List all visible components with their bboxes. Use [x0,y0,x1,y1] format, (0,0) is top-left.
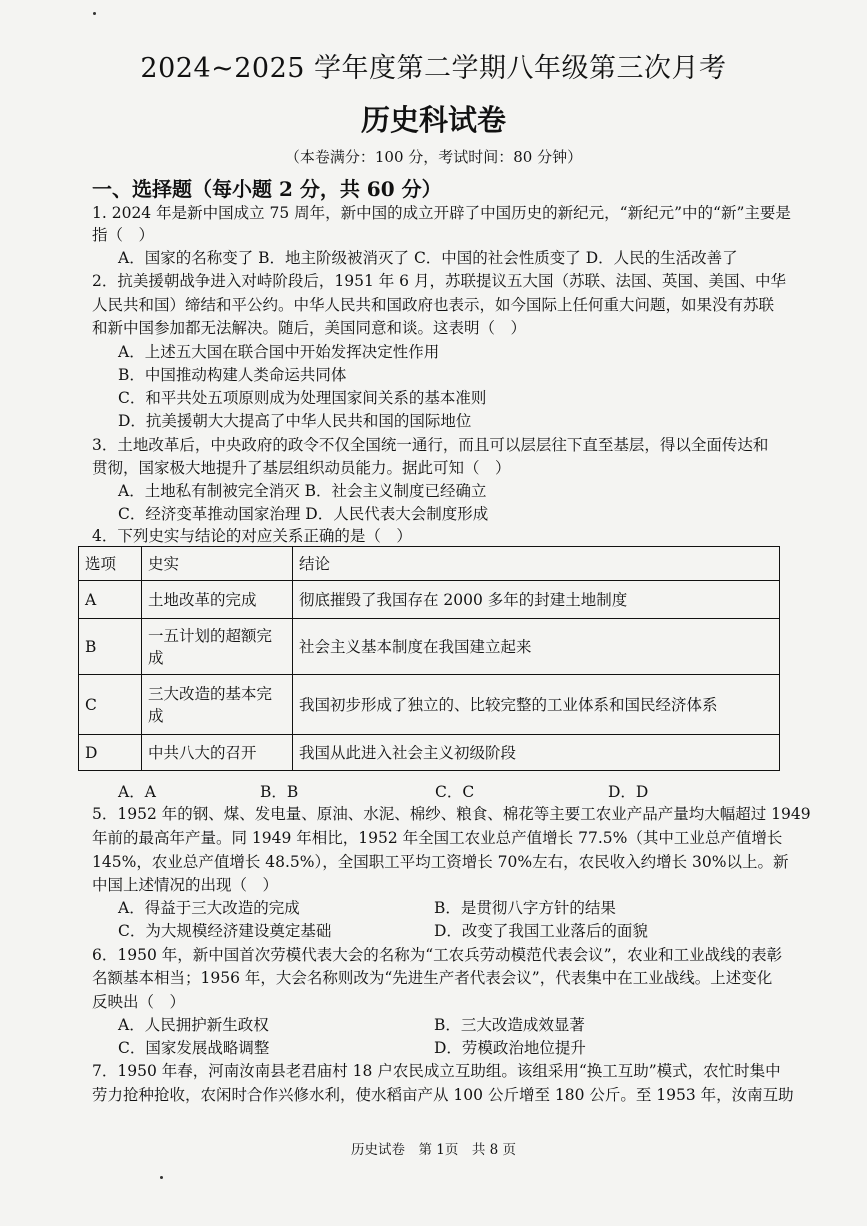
table-cell: B [79,619,142,675]
table-cell: 我国初步形成了独立的、比较完整的工业体系和国民经济体系 [293,675,780,735]
q7-line1: 7．1950 年春，河南汝南县老君庙村 18 户农民成立互助组。该组采用“换工互助”模式，农忙时集中 [92,1062,781,1080]
table-row [79,735,780,771]
q6-option-a: A．人民拥护新生政权 [118,1016,269,1034]
q6-line1: 6．1950 年，新中国首次劳模代表大会的名称为“工农兵劳动模范代表会议”，农业和工业战线的表彰 [92,946,783,964]
q4-option-c: C．C [435,783,475,801]
q2-option-a: A．上述五大国在联合国中开始发挥决定性作用 [118,343,440,361]
q6-option-b: B．三大改造成效显著 [434,1016,585,1034]
exam-subtitle: 历史科试卷 [360,103,506,137]
exam-title: 2024~2025 学年度第二学期八年级第三次月考 [140,53,727,84]
q3-options-ab: A．土地私有制被完全消灭 B．社会主义制度已经确立 [118,482,487,500]
table-cell: A [79,581,142,619]
q3-options-cd: C．经济变革推动国家治理 D．人民代表大会制度形成 [118,505,489,523]
table-row [79,581,780,619]
q4-stem: 4．下列史实与结论的对应关系正确的是（ ） [92,527,412,545]
table-row [79,675,780,735]
scan-speck [160,1176,163,1179]
q1-line2: 指（ ） [92,226,155,244]
table-cell: C [79,675,142,735]
table-cell: 三大改造的基本完成 [142,675,293,735]
q6-line2: 名额基本相当；1956 年，大会名称则改为“先进生产者代表会议”，代表集中在工业战线。上述变化 [92,969,773,987]
table-header-cell: 史实 [142,547,293,581]
q5-line4: 中国上述情况的出现（ ） [92,876,279,894]
q4-option-b: B．B [260,783,299,801]
table-cell: 我国从此进入社会主义初级阶段 [293,735,780,771]
table-row [79,619,780,675]
q5-option-d: D．改变了我国工业落后的面貌 [434,922,648,940]
q6-line3: 反映出（ ） [92,993,186,1011]
q2-option-c: C．和平共处五项原则成为处理国家间关系的基本准则 [118,389,487,407]
q1-options: A．国家的名称变了 B．地主阶级被消灭了 C．中国的社会性质变了 D．人民的生活改善了 [118,249,738,267]
q4-table [78,546,780,771]
table-cell: 彻底摧毁了我国存在 2000 多年的封建土地制度 [293,581,780,619]
q5-option-a: A．得益于三大改造的完成 [118,899,300,917]
q2-option-d: D．抗美援朝大大提高了中华人民共和国的国际地位 [118,412,472,430]
table-header-cell: 结论 [293,547,780,581]
section-heading: 一、选择题（每小题 2 分，共 60 分） [92,177,442,201]
q6-option-d: D．劳模政治地位提升 [434,1039,586,1057]
q5-line1: 5．1952 年的钢、煤、发电量、原油、水泥、棉纱、粮食、棉花等主要工农业产品产量均大幅超过 1949 [92,805,811,823]
q4-option-a: A．A [118,783,156,801]
table-cell: 土地改革的完成 [142,581,293,619]
table-cell: 社会主义基本制度在我国建立起来 [293,619,780,675]
table-header-cell: 选项 [79,547,142,581]
table-header-row [79,547,780,581]
page-footer: 历史试卷 第 1页 共 8 页 [350,1142,517,1158]
q5-line2: 年前的最高年产量。同 1949 年相比，1952 年全国工农业总产值增长 77.5%（其中工业总产值增长 [92,829,783,847]
q5-line3: 145%，农业总产值增长 48.5%），全国职工平均工资增长 70%左右，农民收入约增长 30%以上。新 [92,853,789,871]
q4-option-d: D．D [608,783,649,801]
q2-line3: 和新中国参加都无法解决。随后，美国同意和谈。这表明（ ） [92,319,527,337]
exam-info: （本卷满分：100 分，考试时间：80 分钟） [284,148,583,166]
q2-line1: 2．抗美援朝战争进入对峙阶段后，1951 年 6 月，苏联提议五大国（苏联、法国、英国、美国、中华 [92,272,786,290]
q1-line1: 1. 2024 年是新中国成立 75 周年，新中国的成立开辟了中国历史的新纪元，“新纪元”中的“新”主要是 [92,204,791,222]
q2-option-b: B．中国推动构建人类命运共同体 [118,366,347,384]
table-cell: D [79,735,142,771]
table-cell: 一五计划的超额完成 [142,619,293,675]
q6-option-c: C．国家发展战略调整 [118,1039,270,1057]
q7-line2: 劳力抢种抢收，农闲时合作兴修水利，使水稻亩产从 100 公斤增至 180 公斤。至 1953 年，汝南互助 [92,1086,794,1104]
table-cell: 中共八大的召开 [142,735,293,771]
q3-line2: 贯彻，国家极大地提升了基层组织动员能力。据此可知（ ） [92,459,511,477]
q5-option-b: B．是贯彻八字方针的结果 [434,899,616,917]
scan-speck [93,12,96,15]
q5-option-c: C．为大规模经济建设奠定基础 [118,922,332,940]
q3-line1: 3．土地改革后，中央政府的政令不仅全国统一通行，而且可以层层往下直至基层，得以全面传达和 [92,436,769,454]
q2-line2: 人民共和国）缔结和平公约。中华人民共和国政府也表示，如今国际上任何重大问题，如果没有苏联 [92,296,775,314]
